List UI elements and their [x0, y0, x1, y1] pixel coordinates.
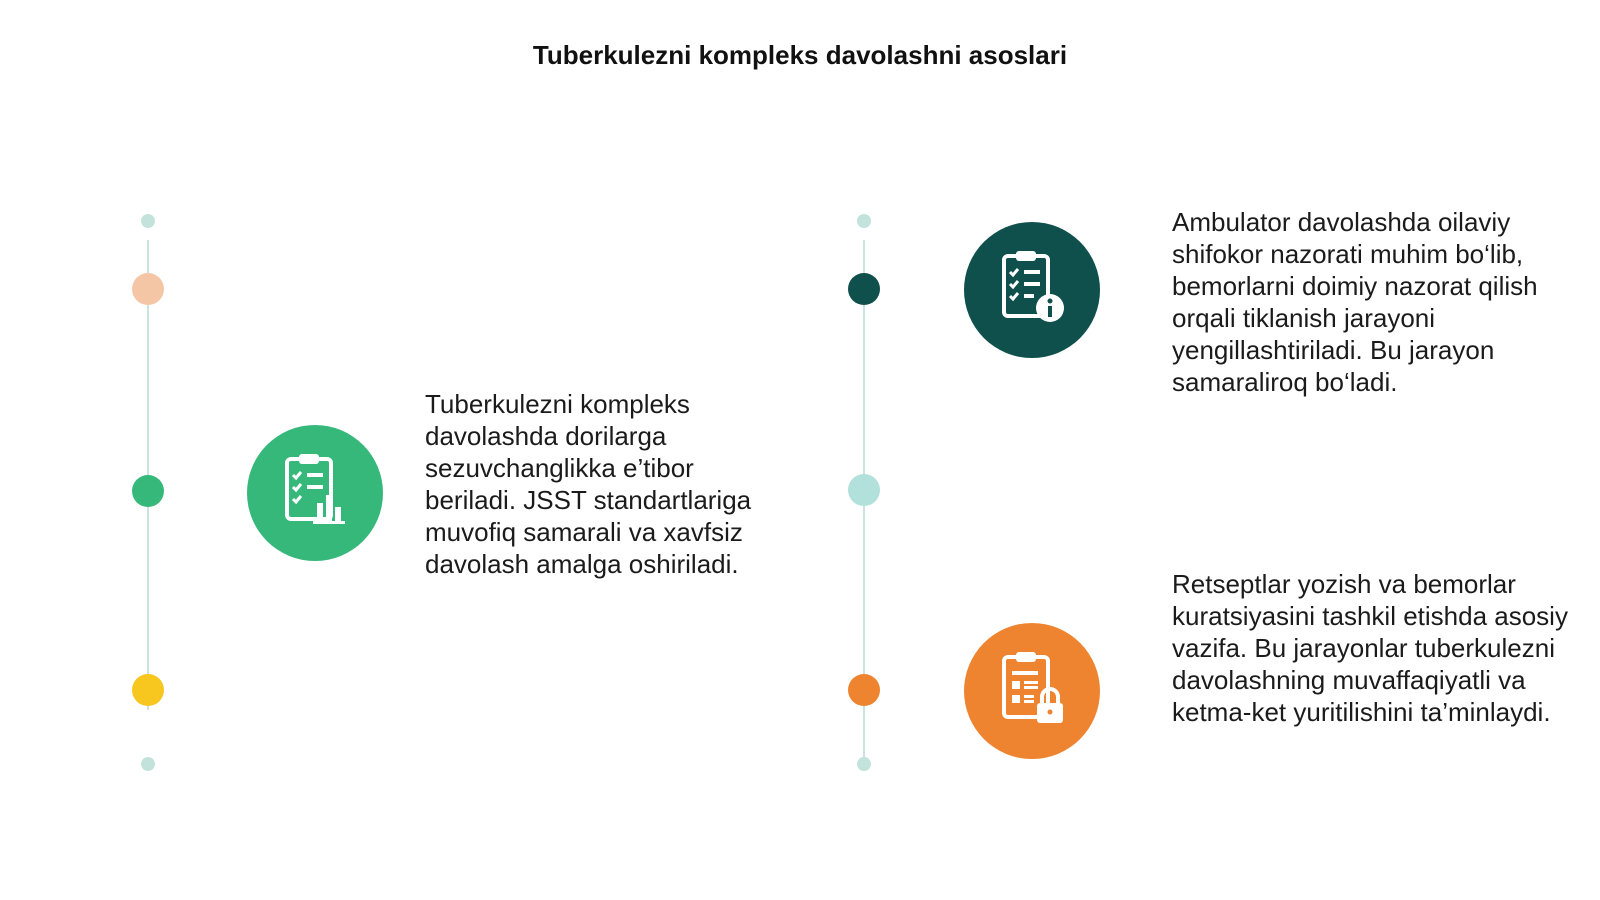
clipboard-chart-icon: [273, 449, 357, 538]
timeline-node-orange: [848, 674, 880, 706]
page-title: Tuberkulezni kompleks davolashni asoslari: [532, 40, 1068, 70]
clipboard-lock-icon: [990, 647, 1074, 736]
timeline-start-dot: [141, 214, 155, 228]
timeline-start-dot: [857, 214, 871, 228]
clipboard-info-icon: [990, 246, 1074, 335]
item-badge-3: [964, 623, 1100, 759]
item-text-2: Ambulator davolashda oilaviy shifokor nazorati muhim bo‘lib, bemorlarni doimiy nazorat qilish orqali tiklanish jarayoni yengillashtiriladi. Bu jarayon samaraliroq bo‘ladi.: [1172, 207, 1538, 397]
item-text-1: Tuberkulezni kompleks davolashda dorilarga sezuvchanglikka e’tibor beriladi. JSST standartlariga muvofiq samarali va xavfsiz davolash amalga oshiriladi.: [425, 389, 752, 579]
item-badge-1: [247, 425, 383, 561]
item-badge-2: [964, 222, 1100, 358]
item-text-3: Retseptlar yozish va bemorlar kuratsiyasini tashkil etishda asosiy vazifa. Bu jarayonlar tuberkulezni davolashning muvaffaqiyatli va ketma-ket yuritilishini ta’minlaydi.: [1172, 569, 1568, 727]
timeline-end-dot: [857, 757, 871, 771]
timeline-node-peach: [132, 273, 164, 305]
timeline-node-yellow: [132, 674, 164, 706]
timeline-node-mint: [848, 474, 880, 506]
timeline-node-dark-teal: [848, 273, 880, 305]
timeline-end-dot: [141, 757, 155, 771]
timeline-node-green: [132, 475, 164, 507]
